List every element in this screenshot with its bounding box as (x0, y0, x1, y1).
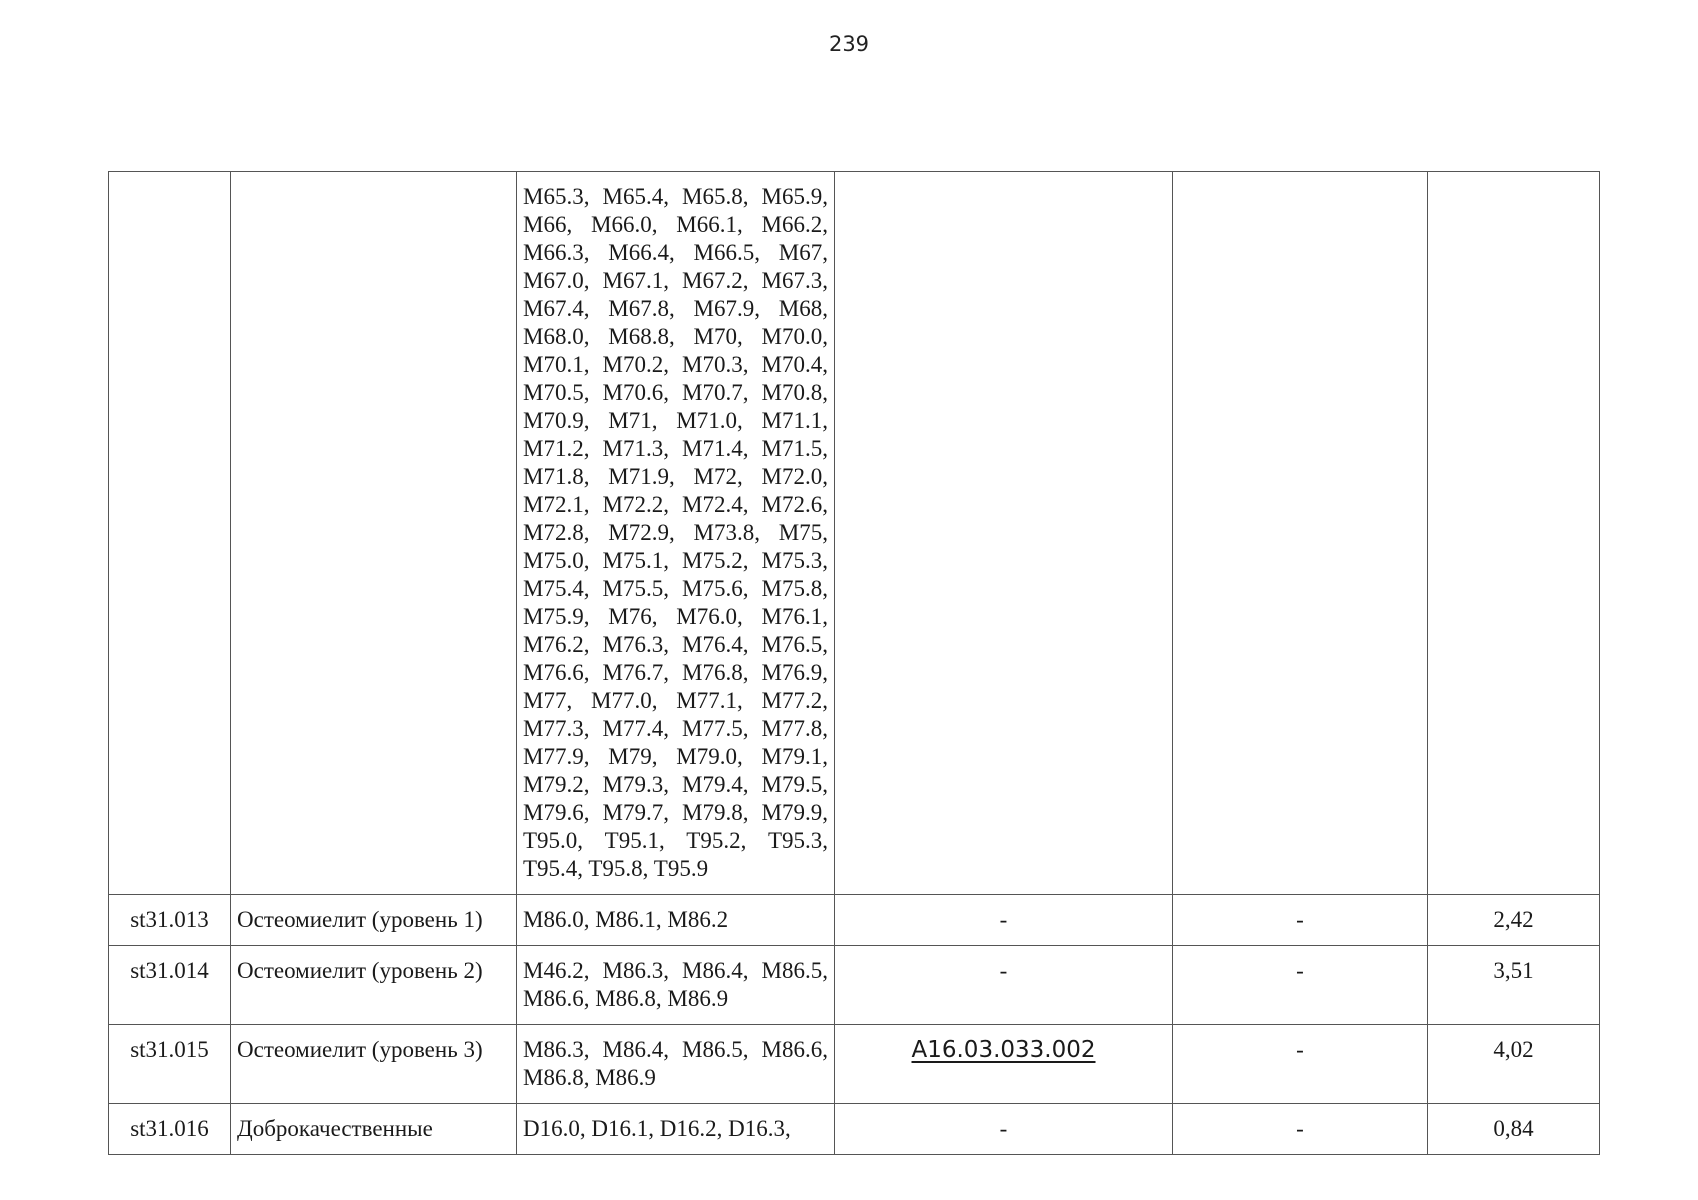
row-icd-codes: M86.3, M86.4, M86.5, M86.6, M86.8, M86.9 (517, 1025, 835, 1104)
row-code: st31.015 (109, 1025, 231, 1104)
row-extra-criterion: - (1173, 895, 1428, 946)
row-extra-criterion: - (1173, 1104, 1428, 1155)
row-icd-codes: M46.2, M86.3, M86.4, M86.5, M86.6, M86.8, M86.9 (517, 946, 835, 1025)
table-row (109, 946, 1600, 1025)
row-service (835, 1025, 1173, 1104)
row-service: - (835, 1104, 1173, 1155)
row-coefficient (1428, 172, 1600, 895)
row-name: Остеомиелит (уровень 1) (231, 895, 517, 946)
row-extra-criterion: - (1173, 946, 1428, 1025)
table-row (109, 895, 1600, 946)
row-icd-codes: D16.0, D16.1, D16.2, D16.3, (517, 1104, 835, 1155)
table-row (109, 1104, 1600, 1155)
row-extra-criterion: - (1173, 1025, 1428, 1104)
row-code (109, 172, 231, 895)
row-code: st31.013 (109, 895, 231, 946)
row-service: - (835, 946, 1173, 1025)
row-icd-codes: M65.3, M65.4, M65.8, M65.9, M66, M66.0, M66.1, M66.2, M66.3, M66.4, M66.5, M67, M67.0, M67.1, M67.2, M67.3, M67.4, M67.8, M67.9, M68, M68.0, M68.8, M70, M70.0, M70.1, M70.2, M70.3, M70.4, M70.5, M70.6, M70.7, M70.8, M70.9, M71, M71.0, M71.1, M71.2, M71.3, M71.4, M71.5, M71.8, M71.9, M72, M72.0, M72.1, M72.2, M72.4, M72.6, M72.8, M72.9, M73.8, M75, M75.0, M75.1, M75.2, M75.3, M75.4, M75.5, M75.6, M75.8, M75.9, M76, M76.0, M76.1, M76.2, M76.3, M76.4, M76.5, M76.6, M76.7, M76.8, M76.9, M77, M77.0, M77.1, M77.2, M77.3, M77.4, M77.5, M77.8, M77.9, M79, M79.0, M79.1, M79.2, M79.3, M79.4, M79.5, M79.6, M79.7, M79.8, M79.9, T95.0, T95.1, T95.2, T95.3, T95.4, T95.8, T95.9 (517, 172, 835, 895)
table-row (109, 172, 1600, 895)
row-coefficient: 0,84 (1428, 1104, 1600, 1155)
row-name: Остеомиелит (уровень 2) (231, 946, 517, 1025)
row-name: Доброкачественные (231, 1104, 517, 1155)
row-extra-criterion (1173, 172, 1428, 895)
row-icd-codes: M86.0, M86.1, M86.2 (517, 895, 835, 946)
row-service (835, 172, 1173, 895)
row-coefficient: 2,42 (1428, 895, 1600, 946)
row-code: st31.016 (109, 1104, 231, 1155)
row-name: Остеомиелит (уровень 3) (231, 1025, 517, 1104)
row-coefficient: 3,51 (1428, 946, 1600, 1025)
table-row (109, 1025, 1600, 1104)
page-number: 239 (828, 32, 870, 56)
tariff-table (108, 171, 1600, 1155)
row-code: st31.014 (109, 946, 231, 1025)
service-code-link[interactable]: A16.03.033.002 (911, 1037, 1096, 1063)
row-name (231, 172, 517, 895)
row-service: - (835, 895, 1173, 946)
row-coefficient: 4,02 (1428, 1025, 1600, 1104)
